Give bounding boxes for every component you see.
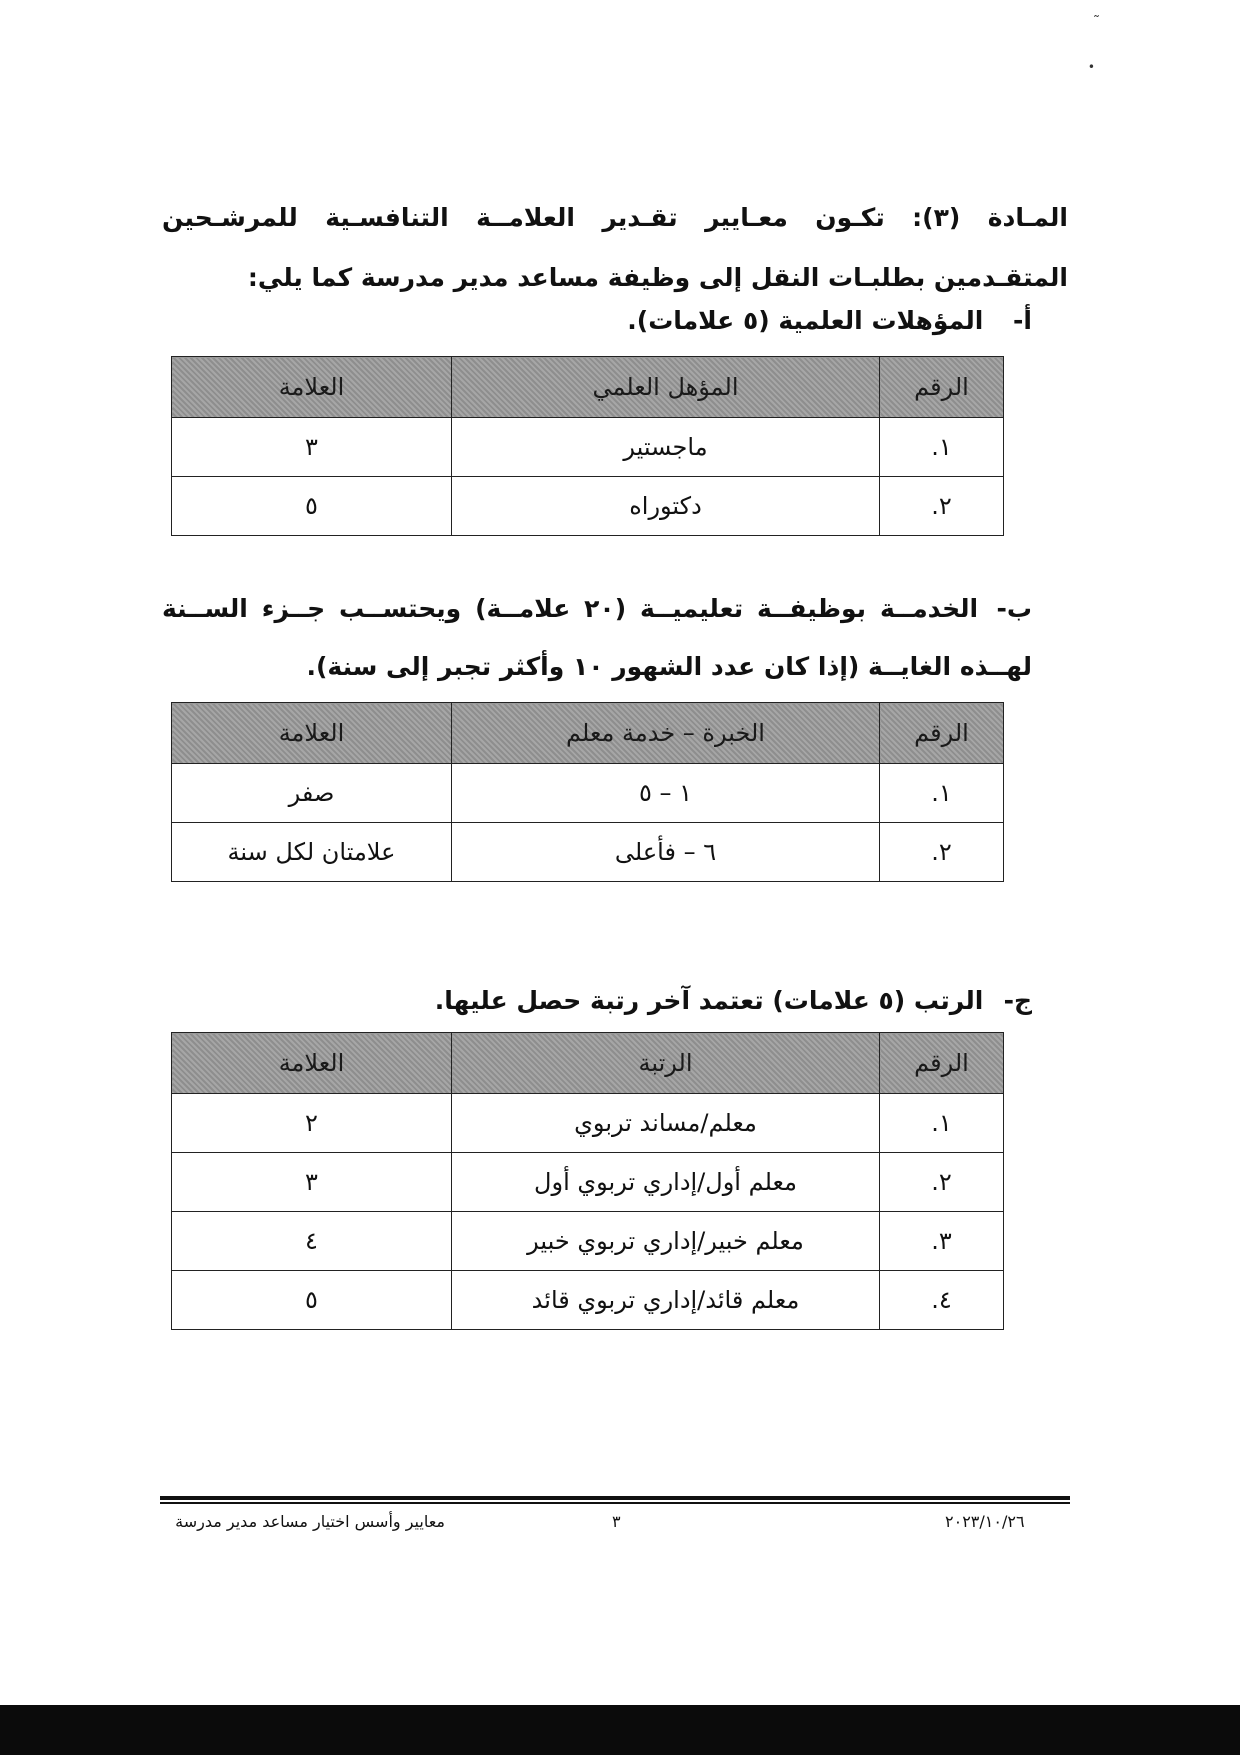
scan-speck: ˜ <box>1093 14 1100 30</box>
cell-num: ٣. <box>880 1212 1004 1271</box>
footer-rule-thin <box>160 1502 1070 1504</box>
table-row <box>172 477 1004 536</box>
cell-rank: معلم قائد/إداري تربوي قائد <box>452 1271 880 1330</box>
cell-rank: معلم أول/إداري تربوي أول <box>452 1153 880 1212</box>
header-experience: الخبرة – خدمة معلم <box>452 703 880 764</box>
table-row <box>172 823 1004 882</box>
ranks-table <box>171 1032 1004 1330</box>
cell-mark: ٥ <box>172 1271 452 1330</box>
table-row <box>172 1212 1004 1271</box>
cell-mark: ٣ <box>172 1153 452 1212</box>
cell-qualification: ماجستير <box>452 418 880 477</box>
scan-border-bottom <box>0 1705 1240 1755</box>
page-number: ٣ <box>612 1512 621 1531</box>
table-header-row <box>172 1033 1004 1094</box>
header-mark: العلامة <box>172 357 452 418</box>
section-c-title: الرتب (٥ علامات) تعتمد آخر رتبة حصل عليها. <box>434 986 984 1015</box>
cell-num: ٤. <box>880 1271 1004 1330</box>
section-a-letter: أ- <box>1013 306 1032 335</box>
cell-num: ٢. <box>880 1153 1004 1212</box>
header-num: الرقم <box>880 1033 1004 1094</box>
section-c-heading <box>162 972 1032 1030</box>
header-rank: الرتبة <box>452 1033 880 1094</box>
header-num: الرقم <box>880 703 1004 764</box>
experience-table <box>171 702 1004 882</box>
table-row <box>172 1153 1004 1212</box>
cell-num: ١. <box>880 764 1004 823</box>
cell-num: ١. <box>880 1094 1004 1153</box>
section-a-heading <box>162 292 1032 350</box>
cell-num: ١. <box>880 418 1004 477</box>
cell-experience: ١ – ٥ <box>452 764 880 823</box>
cell-mark: ٥ <box>172 477 452 536</box>
footer-title: معايير وأسس اختيار مساعد مدير مدرسة <box>175 1512 445 1531</box>
table-row <box>172 1094 1004 1153</box>
table-header-row <box>172 703 1004 764</box>
cell-num: ٢. <box>880 477 1004 536</box>
cell-experience: ٦ – فأعلى <box>452 823 880 882</box>
header-qualification: المؤهل العلمي <box>452 357 880 418</box>
qualifications-table <box>171 356 1004 536</box>
cell-mark: علامتان لكل سنة <box>172 823 452 882</box>
cell-rank: معلم خبير/إداري تربوي خبير <box>452 1212 880 1271</box>
section-b-heading <box>162 580 1032 696</box>
header-mark: العلامة <box>172 703 452 764</box>
header-num: الرقم <box>880 357 1004 418</box>
section-b-letter: ب- <box>996 594 1032 623</box>
article-paragraph: المـادة (٣): تكـون معـايير تقـدير العلامــة التنافسـية للمرشـحين المتقـدمين بطلبـات النقل إلى وظيفة مساعد مدير مدرسة كما يلي: <box>162 203 1068 292</box>
table-row <box>172 764 1004 823</box>
cell-qualification: دكتوراه <box>452 477 880 536</box>
footer-date: ٢٠٢٣/١٠/٢٦ <box>945 1512 1025 1531</box>
cell-mark: صفر <box>172 764 452 823</box>
section-a-title: المؤهلات العلمية (٥ علامات). <box>627 306 984 335</box>
table-row <box>172 1271 1004 1330</box>
section-b-title: الخدمــة بوظيفــة تعليميــة (٢٠ علامــة) ويحتســب جــزء الســنة لهــذه الغايــة (إذا كان عدد الشهور ١٠ وأكثر تجبر إلى سنة). <box>162 594 1032 681</box>
cell-num: ٢. <box>880 823 1004 882</box>
cell-rank: معلم/مساند تربوي <box>452 1094 880 1153</box>
table-header-row <box>172 357 1004 418</box>
table-row <box>172 418 1004 477</box>
cell-mark: ٤ <box>172 1212 452 1271</box>
footer-rule-thick <box>160 1496 1070 1500</box>
cell-mark: ٣ <box>172 418 452 477</box>
header-mark: العلامة <box>172 1033 452 1094</box>
scan-speck-2: • <box>1087 60 1095 74</box>
cell-mark: ٢ <box>172 1094 452 1153</box>
section-c-letter: ج- <box>1003 986 1032 1015</box>
